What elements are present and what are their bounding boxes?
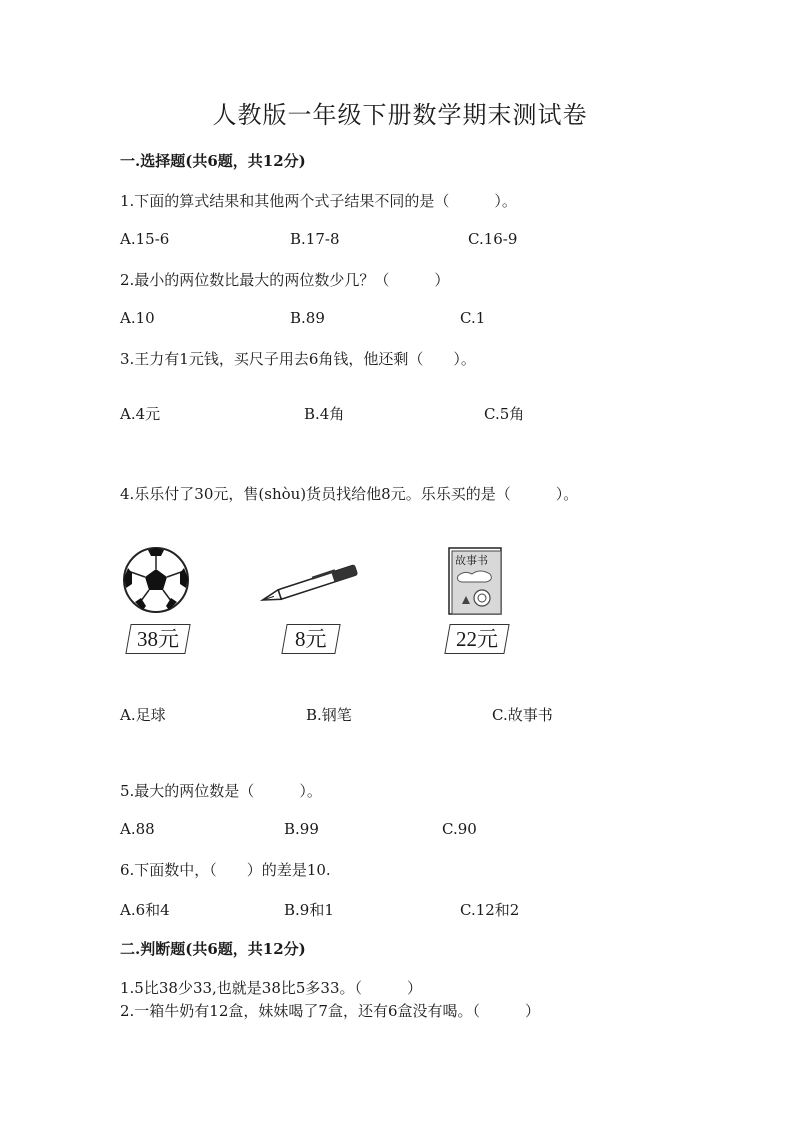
question-5-stem: 5.最大的两位数是（ ）。 [120,782,322,800]
section-heading-choice: 一.选择题(共6题，共12分) [120,152,306,170]
question-3-option-a: A.4元 [120,405,161,423]
question-6-option-a: A.6和4 [120,901,170,919]
question-2-option-c: C.1 [460,309,486,327]
question-6-option-c: C.12和2 [460,901,520,919]
question-2-option-a: A.10 [120,309,155,327]
question-6-stem: 6.下面数中，（ ）的差是10. [120,861,331,879]
question-6-option-b: B.9和1 [284,901,334,919]
storybook-cover-title: 故事书 [455,554,488,567]
question-4-option-a: A.足球 [120,706,166,724]
question-4-option-c: C.故事书 [492,706,553,724]
judge-question-2: 2.一箱牛奶有12盒，妹妹喝了7盒，还有6盒没有喝。（ ） [120,1002,540,1020]
question-5-option-c: C.90 [442,820,477,838]
question-5-option-b: B.99 [284,820,319,838]
question-1-option-b: B.17-8 [290,230,340,248]
fountain-pen-icon [252,562,372,606]
question-4-option-b: B.钢笔 [306,706,352,724]
section-heading-true-false: 二.判断题(共6题，共12分) [120,940,306,958]
question-2-option-b: B.89 [290,309,325,327]
soccer-ball-icon [122,546,190,614]
judge-question-1: 1.5比38少33,也就是38比5多33。（ ） [120,979,423,997]
question-2-stem: 2.最小的两位数比最大的两位数少几？（ ） [120,271,450,289]
question-3-option-c: C.5角 [484,405,525,423]
question-4-stem: 4.乐乐付了30元，售(shòu)货员找给他8元。乐乐买的是（ ）。 [120,485,579,503]
price-tag-storybook: 22元 [444,624,509,654]
question-5-option-a: A.88 [120,820,155,838]
question-1-stem: 1.下面的算式结果和其他两个式子结果不同的是（ ）。 [120,192,517,210]
page-title: 人教版一年级下册数学期末测试卷 [212,101,588,129]
question-3-option-b: B.4角 [304,405,345,423]
price-tag-soccer-ball: 38元 [125,624,190,654]
question-1-option-a: A.15-6 [120,230,170,248]
question-3-stem: 3.王力有1元钱，买尺子用去6角钱，他还剩（ ）。 [120,350,476,368]
question-1-option-c: C.16-9 [468,230,518,248]
price-tag-pen: 8元 [281,624,340,654]
